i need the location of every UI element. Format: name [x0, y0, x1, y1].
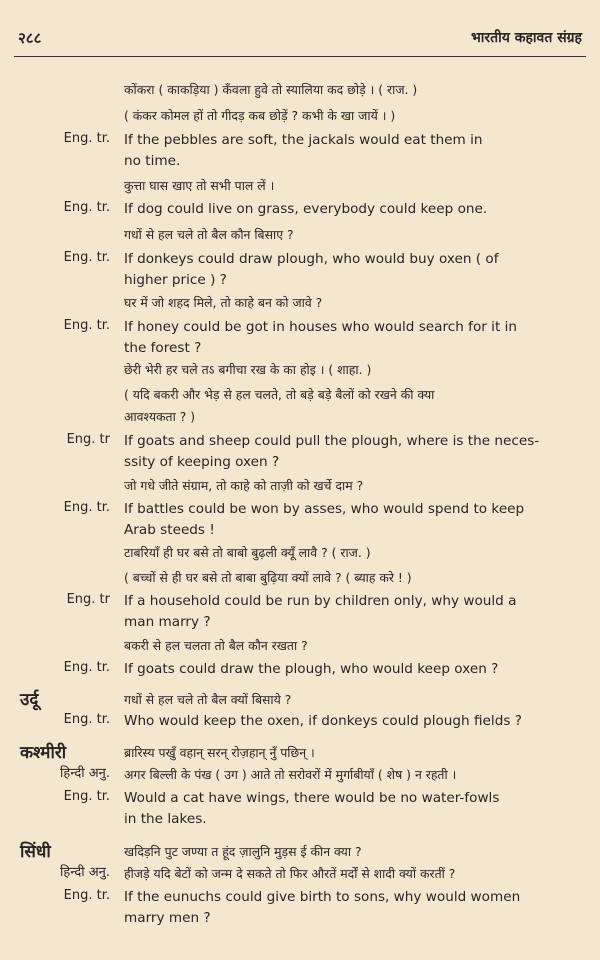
proverb-line [0, 543, 600, 563]
language-heading: कश्मीरी [20, 743, 67, 763]
translation-text: Who would keep the oxen, if donkeys could plough fields ? [124, 713, 522, 729]
translation-text: If battles could be won by asses, who would spend to keep [124, 501, 525, 517]
eng-tr-label: Eng. tr. [63, 500, 110, 515]
translation-text: higher price ) ? [124, 272, 227, 288]
proverb-text: बकरी से हल चलता तो बैल कौन रखता ? [124, 638, 308, 653]
translation-text: If a household could be run by children only, why would a [124, 593, 517, 609]
page-header [14, 28, 586, 52]
proverb-line [0, 225, 600, 245]
proverb-line [0, 743, 600, 763]
translation-text: in the lakes. [124, 811, 207, 827]
translation-line [0, 809, 600, 829]
gloss-line [0, 106, 600, 126]
proverb-line [0, 80, 600, 100]
translation-line [0, 908, 600, 928]
proverb-text: कोंकरा ( काकड़िया ) कँवला हुवे तो स्यालिया कद छोड़े । ( राज. ) [124, 82, 418, 97]
translation-text: Would a cat have wings, there would be no water-fowls [124, 790, 500, 806]
translation-line [0, 270, 600, 290]
gloss-text: आवश्यकता ? ) [124, 409, 196, 424]
gloss-line [0, 407, 600, 427]
proverb-text: जो गधे जीते संग्राम, तो काहे को ताज़ी को खर्चे दाम ? [124, 478, 364, 493]
eng-tr-label: Eng. tr. [63, 712, 110, 727]
translation-line [0, 130, 600, 150]
proverb-text: गधों से हल चले तो बैल क्यों बिसाये ? [124, 692, 292, 707]
translation-text: ssity of keeping oxen ? [124, 454, 280, 470]
hindi-anu-label: हिन्दी अनु. [60, 865, 110, 880]
eng-tr-label: Eng. tr [66, 432, 110, 447]
translation-line [0, 499, 600, 519]
eng-tr-label: Eng. tr. [63, 888, 110, 903]
proverb-line [0, 636, 600, 656]
header-rule [14, 56, 586, 57]
running-title: भारतीय कहावत संग्रह [470, 30, 582, 46]
translation-line [0, 452, 600, 472]
eng-tr-label: Eng. tr. [63, 318, 110, 333]
proverb-line [0, 476, 600, 496]
translation-line [0, 199, 600, 219]
proverb-line [0, 690, 600, 710]
translation-line [0, 659, 600, 679]
translation-text: man marry ? [124, 614, 211, 630]
translation-line [0, 151, 600, 171]
proverb-line [0, 176, 600, 196]
translation-line [0, 788, 600, 808]
proverb-text: खदिड़नि पुट जण्या त हूंद ज़ालुनि मुड़स ई कीन क्या ? [124, 844, 362, 859]
translation-line [0, 612, 600, 632]
gloss-line [0, 568, 600, 588]
translation-text: marry men ? [124, 910, 211, 926]
proverb-text: टाबरियाँ ही घर बसे तो बाबो बुढ़ली क्यूँ लावै ? ( राज. ) [124, 545, 371, 560]
gloss-text: ( यदि बकरी और भेड़ से हल चलते, तो बड़े बड़े बैलों को रखने की क्या [124, 387, 435, 402]
gloss-text: ( कंकर कोमल हों तो गीदड़ कब छोड़ें ? कभी के खा जायें । ) [124, 108, 396, 123]
proverb-text: छेरी भेरी हर चले तऽ बगीचा रख के का होइ । ( शाहा. ) [124, 362, 372, 377]
translation-text: If honey could be got in houses who would search for it in [124, 319, 518, 335]
proverb-text: कुत्ता घास खाए तो सभी पाल लें । [124, 178, 275, 193]
translation-line [0, 591, 600, 611]
translation-line [0, 317, 600, 337]
proverb-text: गधों से हल चले तो बैल कौन बिसाए ? [124, 227, 294, 242]
hindi-translation-line [0, 864, 600, 884]
eng-tr-label: Eng. tr. [63, 250, 110, 265]
hindi-translation-line [0, 765, 600, 785]
eng-tr-label: Eng. tr. [63, 200, 110, 215]
translation-text: the forest ? [124, 340, 202, 356]
translation-text: If the pebbles are soft, the jackals would eat them in [124, 132, 483, 148]
translation-text: If the eunuchs could give birth to sons, why would women [124, 889, 521, 905]
hindi-anu-label: हिन्दी अनु. [60, 766, 110, 781]
gloss-line [0, 385, 600, 405]
eng-tr-label: Eng. tr. [63, 131, 110, 146]
eng-tr-label: Eng. tr [66, 592, 110, 607]
language-heading: सिंधी [20, 842, 51, 862]
proverb-text: ब्रारिस्य पखुँ वहान् सरन् रोज़हान् नुँ पछिन् । [124, 745, 315, 760]
translation-line [0, 431, 600, 451]
translation-text: no time. [124, 153, 181, 169]
proverb-line [0, 842, 600, 862]
proverb-line [0, 360, 600, 380]
hindi-translation-text: हीजड़े यदि बेटों को जन्म दे सकते तो फिर औरतें मर्दों से शादी क्यों करतीं ? [124, 866, 456, 881]
eng-tr-label: Eng. tr. [63, 660, 110, 675]
translation-text: If goats could draw the plough, who would keep oxen ? [124, 661, 499, 677]
page-number: २८८ [18, 29, 42, 47]
proverb-text: घर में जो शहद मिले, तो काहे बन को जावे ? [124, 295, 323, 310]
translation-line [0, 520, 600, 540]
eng-tr-label: Eng. tr. [63, 789, 110, 804]
gloss-text: ( बच्चों से ही घर बसे तो बाबा बुढ़िया क्यों लावे ? ( ब्याह करे ! ) [124, 570, 412, 585]
translation-text: Arab steeds ! [124, 522, 215, 538]
translation-line [0, 338, 600, 358]
translation-line [0, 711, 600, 731]
translation-line [0, 887, 600, 907]
hindi-translation-text: अगर बिल्ली के पंख ( उग ) आते तो सरोवरों में मुर्गाबीयाँ ( शेष ) न रहती । [124, 767, 457, 782]
translation-text: If donkeys could draw plough, who would buy oxen ( of [124, 251, 499, 267]
translation-text: If dog could live on grass, everybody could keep one. [124, 201, 488, 217]
translation-text: If goats and sheep could pull the plough, where is the neces- [124, 433, 540, 449]
language-heading: उर्दू [20, 690, 39, 710]
proverb-line [0, 293, 600, 313]
translation-line [0, 249, 600, 269]
